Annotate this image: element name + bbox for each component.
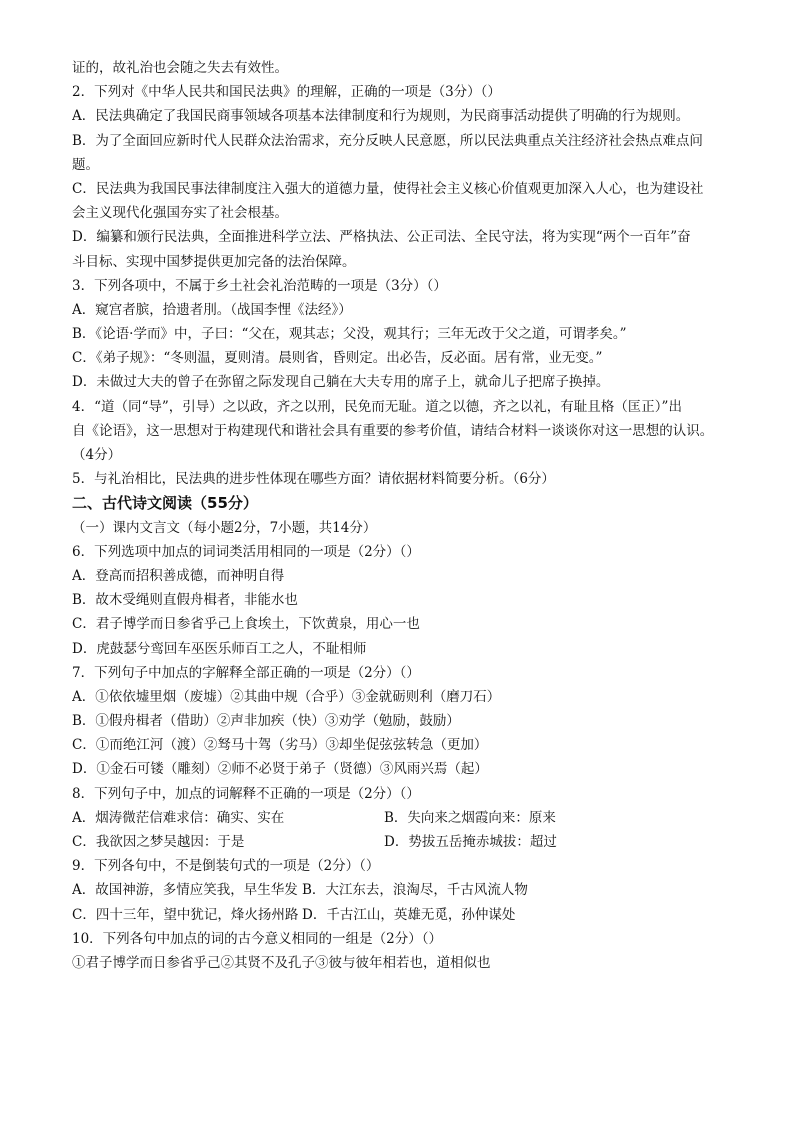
- q7-option-d: D．①金石可镂（雕刻）②师不必贤于弟子（贤德）③风雨兴焉（起）: [72, 761, 488, 778]
- q9-option-a: A．故国神游，多情应笑我，早生华发: [72, 882, 298, 899]
- section-title: 二、古代诗文阅读（55分）: [72, 494, 258, 513]
- text-line: 自《论语》，这一思想对于构建现代和谐社会具有重要的参考价值，请结合材料一谈谈你对这一思想的认识。: [72, 422, 714, 439]
- option-line: D．编纂和颁行民法典，全面推进科学立法、严格执法、公正司法、全民守法，将为实现“两个一百年”奋: [72, 229, 691, 246]
- option-text: 也: [406, 616, 420, 633]
- question-7: 7．下列句子中加点的字解释全部正确的一项是（2分）（）: [72, 664, 420, 681]
- q10-sentences: ①君子博学而日参省乎己②其贤不及孔子③彼与彼年相若也，道相似也: [72, 954, 491, 971]
- text-line: （4分）: [72, 447, 122, 463]
- dotted-char: 耻: [326, 637, 340, 661]
- question-4: 4．“道（同“导”，引导）之以政，齐之以刑，民免而无耻。道之以德，齐之以礼，有耻且格（匡正）”出: [72, 398, 682, 415]
- q8-option-a: A．烟涛微茫信难求信：确实、实在: [72, 809, 285, 826]
- option-line: D．未做过大夫的曾子在弥留之际发现自己躺在大夫专用的席子上，就命儿子把席子换掉。: [72, 374, 610, 391]
- q6-option-d: [72, 637, 734, 661]
- dotted-char: 一: [393, 612, 407, 636]
- option-line: C．《弟子规》：“冬则温，夏则清。晨则省，昏则定。出必告，反必面。居有常，业无变。”: [72, 350, 603, 367]
- option-text: 也: [284, 592, 298, 609]
- dotted-char: 高: [109, 564, 123, 588]
- option-text: B．故木受绳则直假舟楫者，非能: [72, 592, 271, 609]
- q8-option-d: D．势拔五岳掩赤城拔：超过: [384, 834, 557, 850]
- option-line: A．民法典确定了我国民商事领域各项基本法律制度和行为规则，为民商事活动提供了明确的行为规则。: [72, 108, 690, 125]
- option-line: C．民法典为我国民事法律制度注入强大的道德力量，使得社会主义核心价值观更加深入人心，也为建设社: [72, 180, 704, 197]
- option-text: 相师: [339, 640, 367, 657]
- option-line: B．《论语·学而》中，子曰：“父在，观其志；父没，观其行；三年无改于父之道，可谓孝矣。”: [72, 326, 627, 343]
- subsection-title: （一）课内文言文（每小题2分，7小题，共14分）: [72, 519, 377, 536]
- q9-option-d: D．千古江山，英雄无觅，孙仲谋处: [302, 906, 516, 923]
- option-line: B．为了全面回应新时代人民群众法治需求，充分反映人民意愿，所以民法典重点关注经济社会热点难点问: [72, 132, 703, 149]
- question-10: 10．下列各句中加点的词的古今意义相同的一组是（2分）（）: [72, 930, 443, 947]
- option-line: 题。: [72, 156, 99, 173]
- q7-option-a: A．①依依墟里烟（废墟）②其曲中规（合乎）③金就砺则利（磨刀石）: [72, 688, 501, 705]
- option-text: A．登: [72, 567, 109, 584]
- option-line: 斗目标、实现中国梦提供更加完备的法治保障。: [72, 253, 356, 270]
- q9-option-b: B．大江东去，浪淘尽，千古风流人物: [302, 882, 528, 899]
- q7-option-b: B．①假舟楫者（借助）②声非加疾（快）③劝学（勉励，鼓励）: [72, 713, 460, 730]
- text-line: 证的，故礼治也会随之失去有效性。: [72, 60, 288, 76]
- question-2: 2．下列对《中华人民共和国民法典》的理解，正确的一项是（3分）（）: [72, 84, 501, 101]
- option-line: A．窥宫者膑，拾遗者刖。（战国李悝《法经》）: [72, 301, 352, 318]
- q6-option-c: [72, 612, 734, 636]
- question-5: 5．与礼治相比，民法典的进步性体现在哪些方面？请依据材料简要分析。（6分）: [72, 471, 555, 488]
- q9-option-c: C．四十三年，望中犹记，烽火扬州路: [72, 906, 299, 923]
- q9-row: [72, 903, 734, 927]
- option-text: 而招积善成德，而神明自得: [122, 567, 285, 584]
- question-6: 6．下列选项中加点的词词类活用相同的一项是（2分）（）: [72, 543, 420, 560]
- q9-row: [72, 878, 734, 902]
- dotted-char: 水: [271, 588, 285, 612]
- q6-option-b: [72, 588, 734, 612]
- q7-option-c: C．①而绝江河（渡）②驽马十驾（劣马）③却坐促弦弦转急（更加）: [72, 737, 488, 754]
- option-text: D．虎鼓瑟兮鸾回车巫医乐师百工之人，不: [72, 640, 326, 657]
- option-line: 会主义现代化强国夯实了社会根基。: [72, 205, 288, 222]
- question-9: 9．下列各句中，不是倒装句式的一项是（2分）（）: [72, 858, 380, 875]
- q6-option-a: [72, 564, 734, 588]
- q8-option-c: C．我欲因之梦吴越因：于是: [72, 834, 245, 850]
- q8-row: [72, 806, 734, 830]
- question-3: 3．下列各项中，不属于乡土社会礼治范畴的一项是（3分）（）: [72, 277, 447, 294]
- q8-row: [72, 830, 734, 854]
- question-8: 8．下列句子中，加点的词解释不正确的一项是（2分）（）: [72, 785, 420, 802]
- option-text: C．君子博学而日参省乎己上食埃土，下饮黄泉，用心: [72, 616, 393, 633]
- q8-option-b: B．失向来之烟霞向来：原来: [384, 809, 556, 826]
